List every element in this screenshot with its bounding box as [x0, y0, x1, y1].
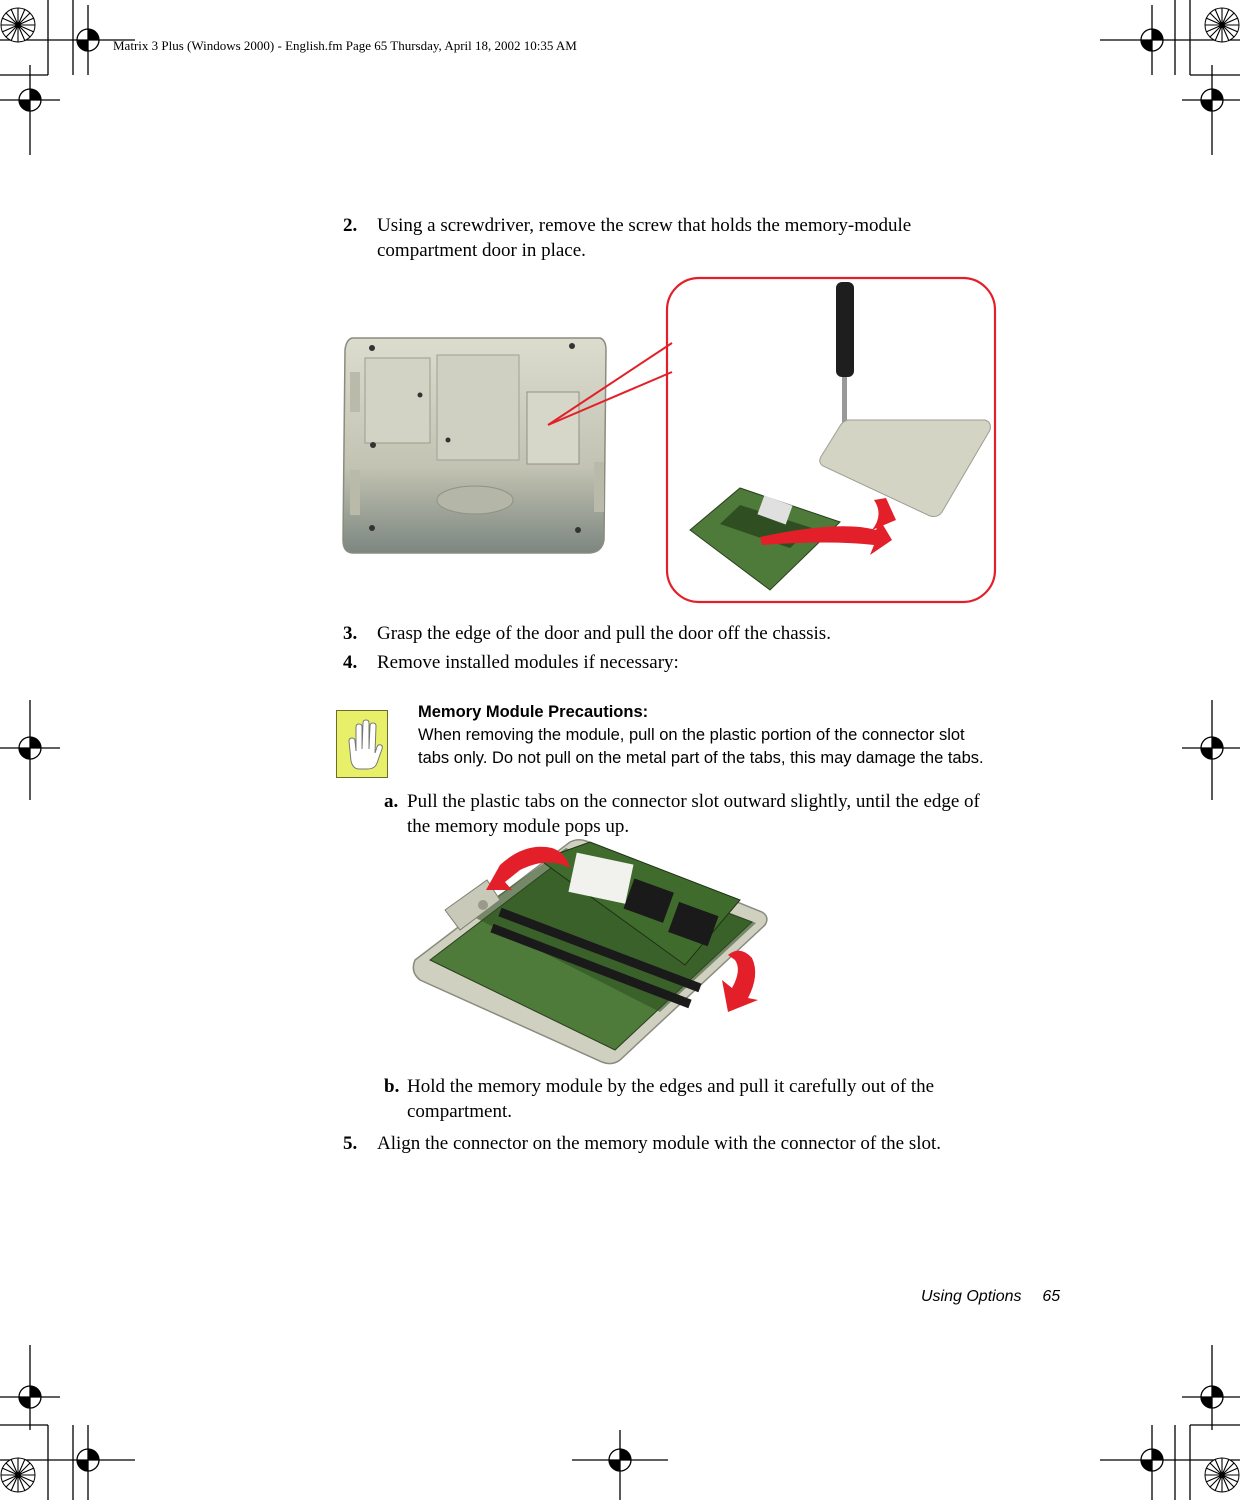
footer-page-number: 65	[1042, 1288, 1061, 1305]
step-number: 2.	[343, 215, 358, 236]
substep-text-line2: compartment.	[407, 1101, 512, 1122]
footer-section-title: Using Options	[921, 1288, 1022, 1305]
step-text-line1: Using a screwdriver, remove the screw that holds the memory-module	[377, 215, 912, 236]
substep-a	[384, 790, 1064, 842]
step-number: 5.	[343, 1133, 358, 1154]
step-5	[343, 1132, 1043, 1156]
note-body-line2: tabs only. Do not pull on the metal part of the tabs, this may damage the tabs.	[418, 749, 984, 767]
print-header: Matrix 3 Plus (Windows 2000) - English.fm Page 65 Thursday, April 18, 2002 10:35 AM	[113, 38, 577, 53]
page-footer	[921, 1288, 1060, 1306]
step-2	[343, 214, 1043, 266]
substep-text-line1: Hold the memory module by the edges and pull it carefully out of the	[407, 1076, 935, 1097]
note-title: Memory Module Precautions:	[418, 703, 649, 721]
step-number: 4.	[343, 652, 358, 673]
substep-letter: a.	[384, 791, 399, 812]
step-text-line2: compartment door in place.	[377, 240, 586, 261]
substep-text-line1: Pull the plastic tabs on the connector slot outward slightly, until the edge of	[407, 791, 980, 812]
step-text-line1: Remove installed modules if necessary:	[377, 652, 679, 673]
step-text-line1: Grasp the edge of the door and pull the door off the chassis.	[377, 623, 831, 644]
caution-hand-icon	[336, 710, 388, 778]
substep-text-line2: the memory module pops up.	[407, 816, 630, 837]
note-body-line1: When removing the module, pull on the plastic portion of the connector slot	[418, 726, 965, 744]
step-text-line1: Align the connector on the memory module with the connector of the slot.	[377, 1133, 942, 1154]
step-4	[343, 651, 1043, 675]
step-number: 3.	[343, 623, 358, 644]
substep-b	[384, 1075, 1064, 1127]
step-3	[343, 622, 1043, 646]
substep-letter: b.	[384, 1076, 400, 1097]
